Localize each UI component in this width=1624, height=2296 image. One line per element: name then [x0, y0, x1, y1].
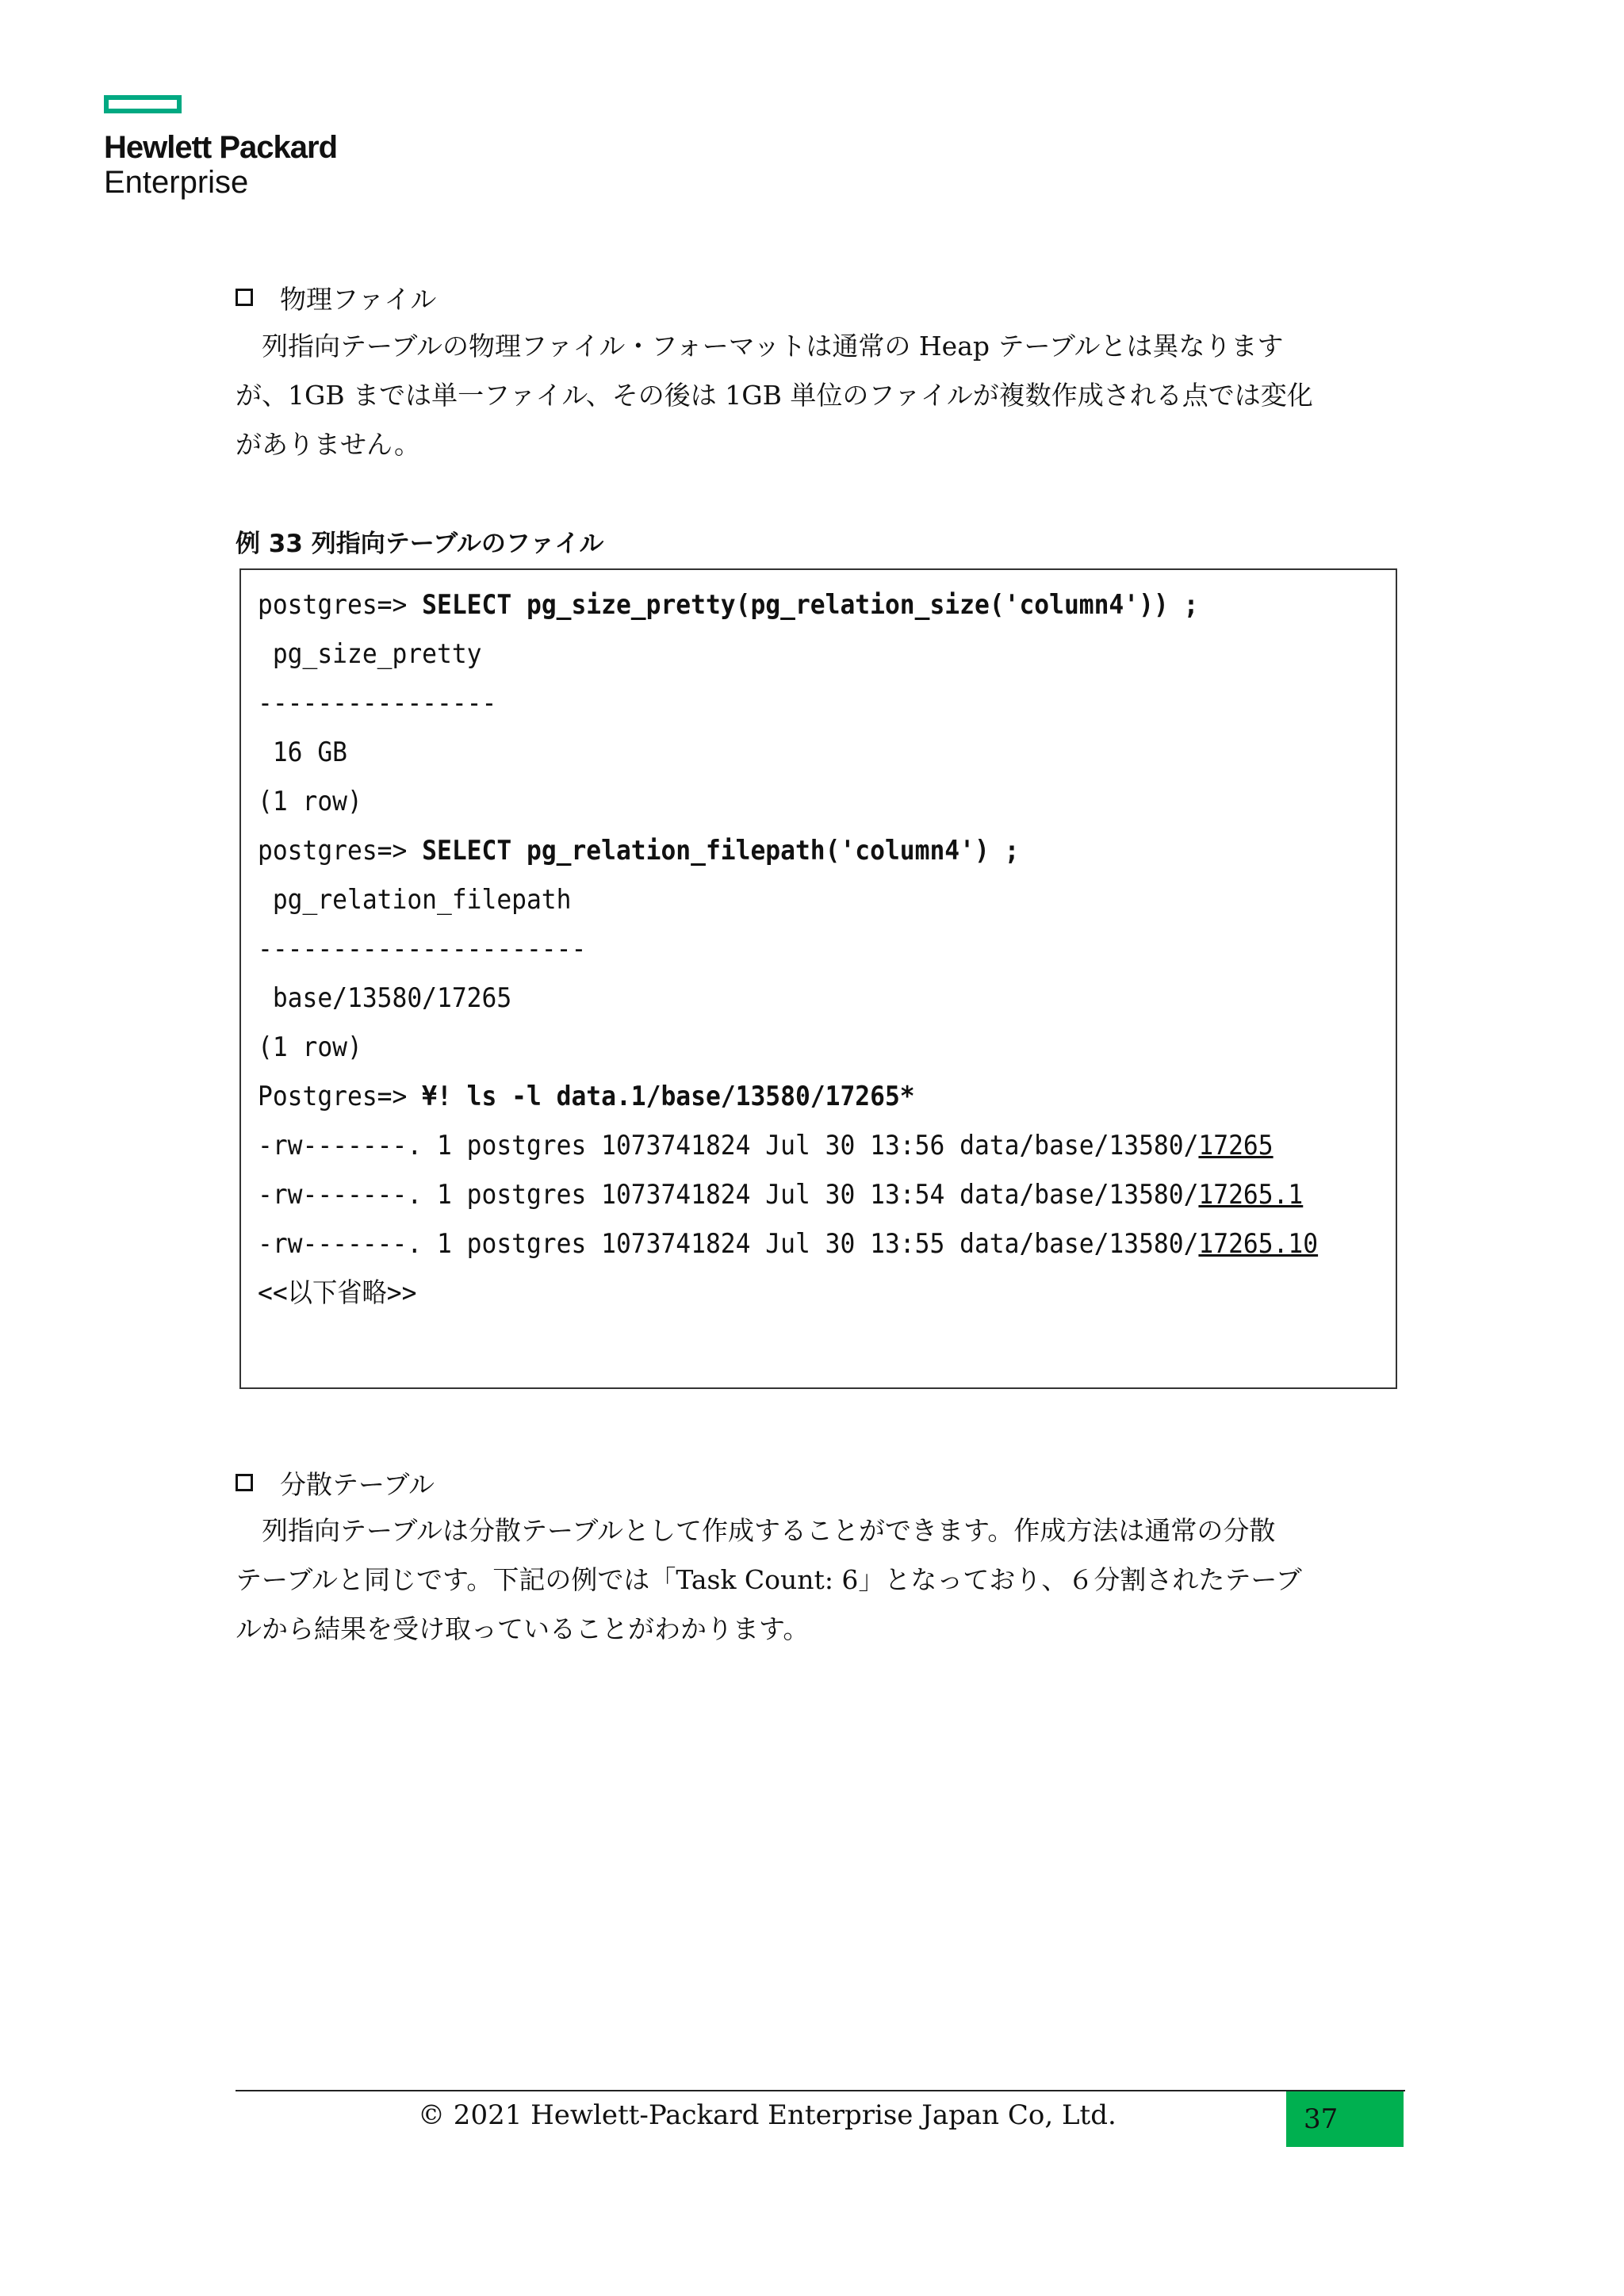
paragraph-line: 列指向テーブルは分散テーブルとして作成することができます。作成方法は通常の分散 [236, 1515, 1276, 1546]
code-line: ---------------------- [258, 933, 587, 965]
code-line: (1 row) [258, 1031, 362, 1063]
file-listing-text: -rw-------. 1 postgres 1073741824 Jul 30 13:54 data/base/13580/ [258, 1179, 1199, 1211]
code-line [258, 585, 1198, 625]
code-line: pg_size_pretty [258, 638, 482, 670]
file-listing-text: -rw-------. 1 postgres 1073741824 Jul 30 13:56 data/base/13580/ [258, 1130, 1199, 1161]
code-line: ---------------- [258, 687, 497, 719]
code-prompt: postgres=> [258, 835, 423, 867]
paragraph-line: が、1GB までは単一ファイル、その後は 1GB 単位のファイルが複数作成される点では変化 [236, 380, 1313, 411]
code-line: base/13580/17265 [258, 982, 512, 1014]
code-line: (1 row) [258, 786, 362, 817]
file-name-underlined: 17265.1 [1198, 1179, 1304, 1211]
code-line [258, 1077, 915, 1116]
footer-divider [236, 2090, 1405, 2091]
code-prompt: postgres=> [258, 589, 423, 621]
file-name-underlined: 17265 [1198, 1130, 1274, 1161]
example-caption: 例 33 列指向テーブルのファイル [236, 530, 604, 558]
section-paragraph-physical-file [236, 322, 1405, 469]
footer-copyright: © 2021 Hewlett-Packard Enterprise Japan Co, Ltd. [418, 2099, 1116, 2131]
code-line [258, 1224, 1318, 1264]
code-line: pg_relation_filepath [258, 884, 572, 916]
logo-rectangle-icon [104, 95, 182, 113]
file-listing-text: -rw-------. 1 postgres 1073741824 Jul 30 13:55 data/base/13580/ [258, 1228, 1199, 1260]
paragraph-line: がありません。 [236, 429, 420, 460]
code-command: SELECT pg_size_pretty(pg_relation_size('column4')) ; [422, 589, 1199, 621]
square-bullet-icon [236, 289, 253, 306]
code-line [258, 1126, 1274, 1165]
section-heading-text: 物理ファイル [280, 283, 437, 315]
code-line: <<以下省略>> [258, 1277, 417, 1309]
paragraph-line: 列指向テーブルの物理ファイル・フォーマットは通常の Heap テーブルとは異なります [236, 331, 1284, 362]
section-paragraph-distributed-table [236, 1506, 1405, 1654]
section-heading-text: 分散テーブル [280, 1468, 435, 1500]
code-line: 16 GB [258, 737, 348, 768]
file-name-underlined: 17265.10 [1198, 1228, 1319, 1260]
code-command: SELECT pg_relation_filepath('column4') ; [422, 835, 1020, 867]
code-command: ¥! ls -l data.1/base/13580/17265* [422, 1081, 915, 1112]
code-prompt: Postgres=> [258, 1081, 423, 1112]
square-bullet-icon [236, 1474, 253, 1491]
paragraph-line: テーブルと同じです。下記の例では「Task Count: 6」となっており、６分割されたテーブ [236, 1564, 1302, 1595]
code-line [258, 831, 1019, 871]
page-number: 37 [1286, 2091, 1404, 2147]
paragraph-line: ルから結果を受け取っていることがわかります。 [236, 1613, 810, 1644]
logo-text-hewlett-packard: Hewlett Packard [104, 130, 338, 165]
logo-text-enterprise: Enterprise [104, 165, 249, 200]
section-heading-physical-file [236, 277, 436, 317]
code-line [258, 1175, 1303, 1215]
section-heading-distributed-table [236, 1463, 435, 1502]
